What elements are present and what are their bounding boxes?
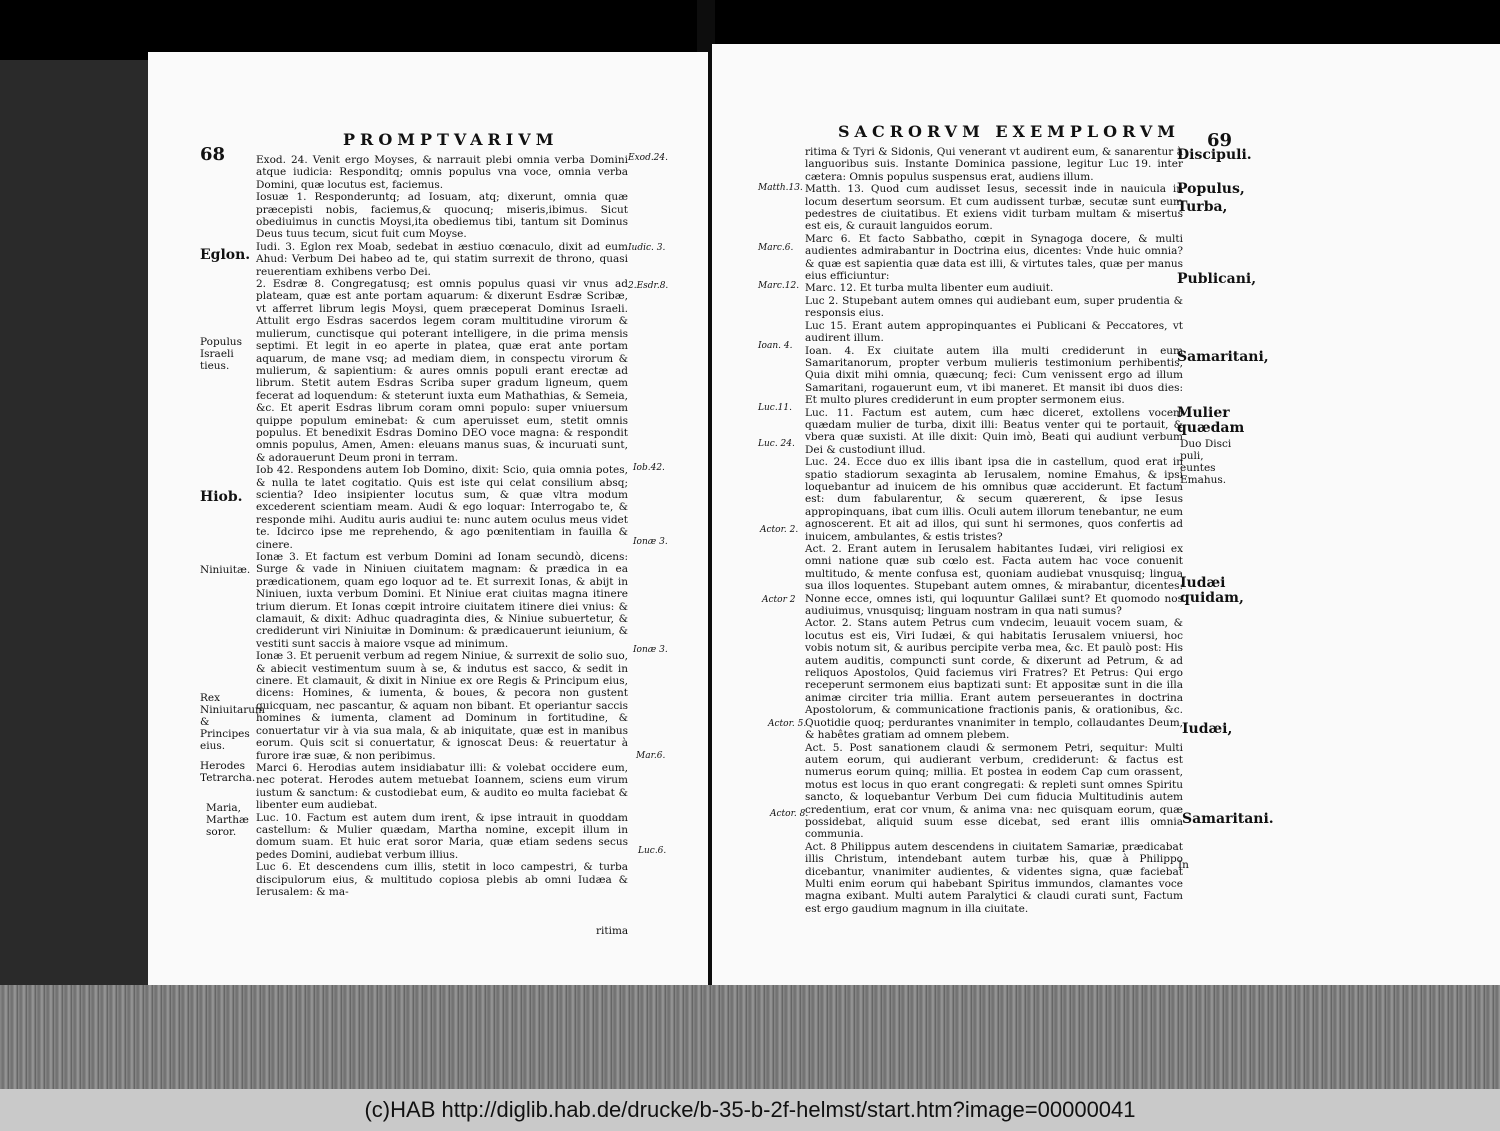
margin-duo-discipuli: Duo Disci puli, euntes Emahus. [1180, 438, 1232, 486]
margin-iudaei: Iudæi, [1182, 721, 1233, 737]
margin-ref-luc: Luc.6. [638, 846, 667, 856]
margin-ref-actor8: Actor. 8. [770, 809, 809, 819]
margin-ref-matth: Matth.13. [758, 183, 803, 193]
margin-eglon: Eglon. [200, 247, 251, 263]
left-page [148, 52, 708, 988]
margin-ref-actor2b: Actor 2 [762, 595, 796, 605]
margin-samaritani-1: Samaritani, [1177, 349, 1269, 365]
page-number: 69 [1207, 130, 1233, 151]
margin-iudaei-quidam: Iudæi quidam, [1180, 575, 1244, 606]
margin-samaritani-2: Samaritani. [1182, 811, 1274, 827]
margin-herodes: Herodes Tetrarcha. [200, 760, 256, 784]
scanner-background-bottom [0, 985, 1500, 1089]
margin-ref-ionae-1: Ionæ 3. [633, 537, 668, 547]
margin-turba: Turba, [1177, 199, 1228, 215]
margin-ref-luc11: Luc.11. [758, 403, 792, 413]
right-page [712, 44, 1500, 988]
margin-discipuli: Discipuli. [1177, 147, 1252, 163]
left-body-text: Exod. 24. Venit ergo Moyses, & narrauit plebi omnia verba Domini atque iudicia: Responditq; omnis populus vna voce, omnia verba Domini, quæ locutus est, faciemus. Iosuæ 1. Responderuntq; ad Iosuam, atq; dixerunt, omnia quæ præcepisti nobis, faciemus,& quocunq; miseris,ibimus. Sicut obediuimus in cunctis Moysi,ita obediemus tibi, tantum sit Dominus Deus tuus tecum, sicut fuit cum Moyse. Iudi. 3. Eglon rex Moab, sedebat in æstiuo cœnaculo, dixit ad eum Ahud: Verbum Dei habeo ad te, qui statim surrexit de throno, quasi reuerentiam exhibens verbo Dei. 2. Esdræ 8. Congregatusq; est omnis populus quasi vir vnus ad plateam, quæ est ante portam aquarum: & dixerunt Esdræ Scribæ, vt afferret librum legis Moysi, quem præceperat Dominus Israeli. Attulit ergo Esdras sacerdos legem coram multitudine virorum & mulierum, cunctisque qui poterant intelligere, in die prima mensis septimi. Et legit in eo aperte in platea, quæ erat ante portam aquarum, de mane vsq; ad mediam diem, in conspectu virorum & mulierum, & sapientium: & aures omnis populi erant erectæ ad librum. Stetit autem Esdras Scriba super gradum ligneum, quem fecerat ad loquendum: & steterunt iuxta eum Mathathias, & Semeia, &c. Et aperit Esdras librum coram omni populo: super vniuersum quippe populum eminebat: & cum aperuisset eum, stetit omnis populus. Et benedixit Esdras Domino DEO voce magna: & respondit omnis populus, Amen, Amen: eleuans manus suas, & incuruati sunt, & adorauerunt Deum proni in terram. Iob 42. Respondens autem Iob Domino, dixit: Scio, quia omnia potes, & nulla te latet cogitatio. Quis est iste qui celat consilium absq; scientia? Ideo insipienter locutus sum, & quæ vltra modum excederent scientiam meam. Audi & ego loquar: Interrogabo te, & responde mihi. Auditu auris audiui te: nunc autem oculus meus videt te. Idcirco ipse me reprehendo, & ago pœnitentiam in fauilla & cinere. Ionæ 3. Et factum est verbum Domini ad Ionam secundò, dicens: Surge & vade in Niniuen ciuitatem magnam: & prædica in ea prædicationem, quam ego loquor ad te. Et surrexit Ionas, & abijt in Niniuen, iuxta verbum Domini. Et Niniue erat ciuitas magna itinere trium dierum. Et Ionas cœpit introire ciuitatem itinere diei vnius: & clamauit, & dixit: Adhuc quadraginta dies, & Niniue subuertetur, & crediderunt viri Niniuitæ in Dominum: & prædicauerunt ieiunium, & vestiti sunt saccis à maiore vsque ad minimum. Ionæ 3. Et peruenit verbum ad regem Niniue, & surrexit de solio suo, & abiecit vestimentum suum à se, & indutus est sacco, & sedit in cinere. Et clamauit, & dixit in Niniue ex ore Regis & Principum eius, dicens: Homines, & iumenta, & boues, & pecora non gustent quicquam, nec pascantur, & aquam non bibant. Et operiantur saccis homines & iumenta, clament ad Dominum in fortitudine, & conuertatur vir à via sua mala, & ab iniquitate, quæ est in manibus eorum. Quis scit si conuertatur, & ignoscat Deus: & reuertatur à furore iræ suæ, & non peribimus. Marci 6. Herodias autem insidiabatur illi: & volebat occidere eum, nec poterat. Herodes autem metuebat Ioannem, sciens eum virum iustum & sanctum: & custodiebat eum, & audito eo multa faciebat & libenter eum audiebat. Luc. 10. Factum est autem dum irent, & ipse intrauit in quoddam castellum: & Mulier quædam, Martha nomine, excepit illum in domum suam. Et huic erat soror Maria, quæ etiam sedens secus pedes Domini, audiebat verbum illius. Luc 6. Et descendens cum illis, stetit in loco campestri, & turba discipulorum eius, & multitudo copiosa plebis ab omni Iudæa & Ierusalem: & ma- [256, 154, 628, 898]
margin-ref-marc: Mar.6. [636, 751, 666, 761]
margin-ref-actor2a: Actor. 2. [760, 525, 799, 535]
margin-ref-luc24: Luc. 24. [758, 439, 795, 449]
catchword: In [1178, 859, 1189, 871]
margin-ref-ionae-2: Ionæ 3. [633, 645, 668, 655]
margin-ref-iob: Iob.42. [633, 463, 665, 473]
margin-ref-exod: Exod.24. [628, 153, 668, 163]
margin-ref-esdr: 2.Esdr.8. [628, 281, 669, 291]
page-number: 68 [200, 144, 226, 165]
running-head: SACRORVM EXEMPLORVM [838, 122, 1180, 141]
running-head: PROMPTVARIVM [343, 130, 559, 149]
margin-publicani: Publicani, [1177, 271, 1257, 287]
margin-populus: Populus, [1177, 181, 1245, 197]
margin-populus: Populus Israeli tieus. [200, 336, 242, 372]
footer-credit: (c)HAB http://diglib.hab.de/drucke/b-35-b-2f-helmst/start.htm?image=00000041 [364, 1097, 1136, 1122]
margin-maria: Maria, Marthæ soror. [206, 802, 249, 838]
margin-ref-iudic: Iudic. 3. [628, 243, 666, 253]
margin-mulier: Mulier quædam [1177, 405, 1245, 436]
margin-ref-marc6: Marc.6. [758, 243, 794, 253]
catchword: ritima [596, 925, 629, 937]
margin-ref-actor5: Actor. 5. [768, 719, 807, 729]
margin-rex: Rex Niniuitarum & Principes eius. [200, 692, 266, 752]
footer-bar [0, 1089, 1500, 1131]
margin-niniuitae: Niniuitæ. [200, 564, 251, 576]
margin-ref-ioan: Ioan. 4. [758, 341, 793, 351]
right-body-text: ritima & Tyri & Sidonis, Qui venerant vt audirent eum, & sanarentur à languoribus suis. Instante Dominica passione, legitur Luc 19. inter cætera: Omnis populus suspensus erat, audiens illum. Matth. 13. Quod cum audisset Iesus, secessit inde in nauicula in locum desertum seorsum. Et cum audissent turbæ, secutæ sunt eum pedestres de ciuitatibus. Et exiens vidit turbam multam & misertus est eis, & curauit languidos eorum. Marc 6. Et facto Sabbatho, cœpit in Synagoga docere, & multi audientes admirabantur in Doctrina eius, dicentes: Vnde huic omnia? & quæ est sapientia quæ data est illi, & virtutes tales, quæ per manus eius efficiuntur: Marc. 12. Et turba multa libenter eum audiuit. Luc 2. Stupebant autem omnes qui audiebant eum, super prudentia & responsis eius. Luc 15. Erant autem appropinquantes ei Publicani & Peccatores, vt audirent illum. Ioan. 4. Ex ciuitate autem illa multi crediderunt in eum Samaritanorum, propter verbum mulieris testimonium perhibentis, Quia dixit mihi omnia, quæcunq; feci: Cum venissent ergo ad illum Samaritani, rogauerunt eum, vt ibi maneret. Et mansit ibi duos dies: Et multo plures crediderunt in eum propter sermonem eius. Luc. 11. Factum est autem, cum hæc diceret, extollens vocem quædam mulier de turba, dixit illi: Beatus venter qui te portauit, & vbera quæ suxisti. At ille dixit: Quin imò, Beati qui audiunt verbum Dei & custodiunt illud. Luc. 24. Ecce duo ex illis ibant ipsa die in castellum, quod erat in spatio stadiorum sexaginta ab Ierusalem, nomine Emahus, & ipsi loquebantur ad inuicem de his omnibus quæ acciderunt. Et factum est: dum fabularentur, & secum quærerent, & ipse Iesus appropinquans, ibat cum illis. Oculi autem illorum tenebantur, ne eum agnoscerent. Et ait ad illos, qui sunt hi sermones, quos confertis ad inuicem, ambulantes, & estis tristes? Act. 2. Erant autem in Ierusalem habitantes Iudæi, viri religiosi ex omni natione quæ sub cœlo est. Facta autem hac voce conuenit multitudo, & mente confusa est, quoniam audiebat vnusquisq; lingua sua illos loquentes. Stupebant autem omnes, & mirabantur, dicentes: Nonne ecce, omnes isti, qui loquuntur Galilæi sunt? Et quomodo nos audiuimus, vnusquisq; linguam nostram in qua nati sumus? Actor. 2. Stans autem Petrus cum vndecim, leuauit vocem suam, & locutus est eis, Viri Iudæi, & qui habitatis Ierusalem vniuersi, hoc vobis notum sit, & auribus percipite verba mea, &c. Et paulò post: His autem auditis, compuncti sunt corde, & dixerunt ad Petrum, & ad reliquos Apostolos, Quid faciemus viri Fratres? Et Petrus: Qui ergo receperunt sermonem eius baptizati sunt: Et appositæ sunt in die illa animæ circiter tria millia. Erant autem perseuerantes in doctrina Apostolorum, & communicatione fractionis panis, & orationibus, &c. Quotidie quoq; perdurantes vnanimiter in templo, collaudantes Deum, & habêtes gratiam ad omnem plebem. Act. 5. Post sanationem claudi & sermonem Petri, sequitur: Multi autem eorum, qui audierant verbum, crediderunt: & factus est numerus eorum quinq; millia. Et postea in eodem Cap cum orassent, motus est locus in quo erant congregati: & repleti sunt omnes Spiritu sancto, & loquebantur Verbum Dei cum fiducia Multitudinis autem credentium, erat cor vnum, & anima vna: nec quisquam eorum, quæ possidebat, aliquid suum esse dicebat, sed erant illis omnia communia. Act. 8 Philippus autem descendens in ciuitatem Samariæ, prædicabat illis Christum, intendebant autem turbæ his, quæ à Philippo dicebantur, vnanimiter audientes, & videntes signa, quæ faciebat Multi enim eorum qui habebant Spiritus immundos, clamantes voce magna exibant. Multi autem Paralytici & claudi curati sunt, Factum est ergo gaudium magnum in illa ciuitate. [805, 146, 1183, 915]
margin-ref-marc12: Marc.12. [758, 281, 800, 291]
margin-hiob: Hiob. [200, 489, 243, 505]
